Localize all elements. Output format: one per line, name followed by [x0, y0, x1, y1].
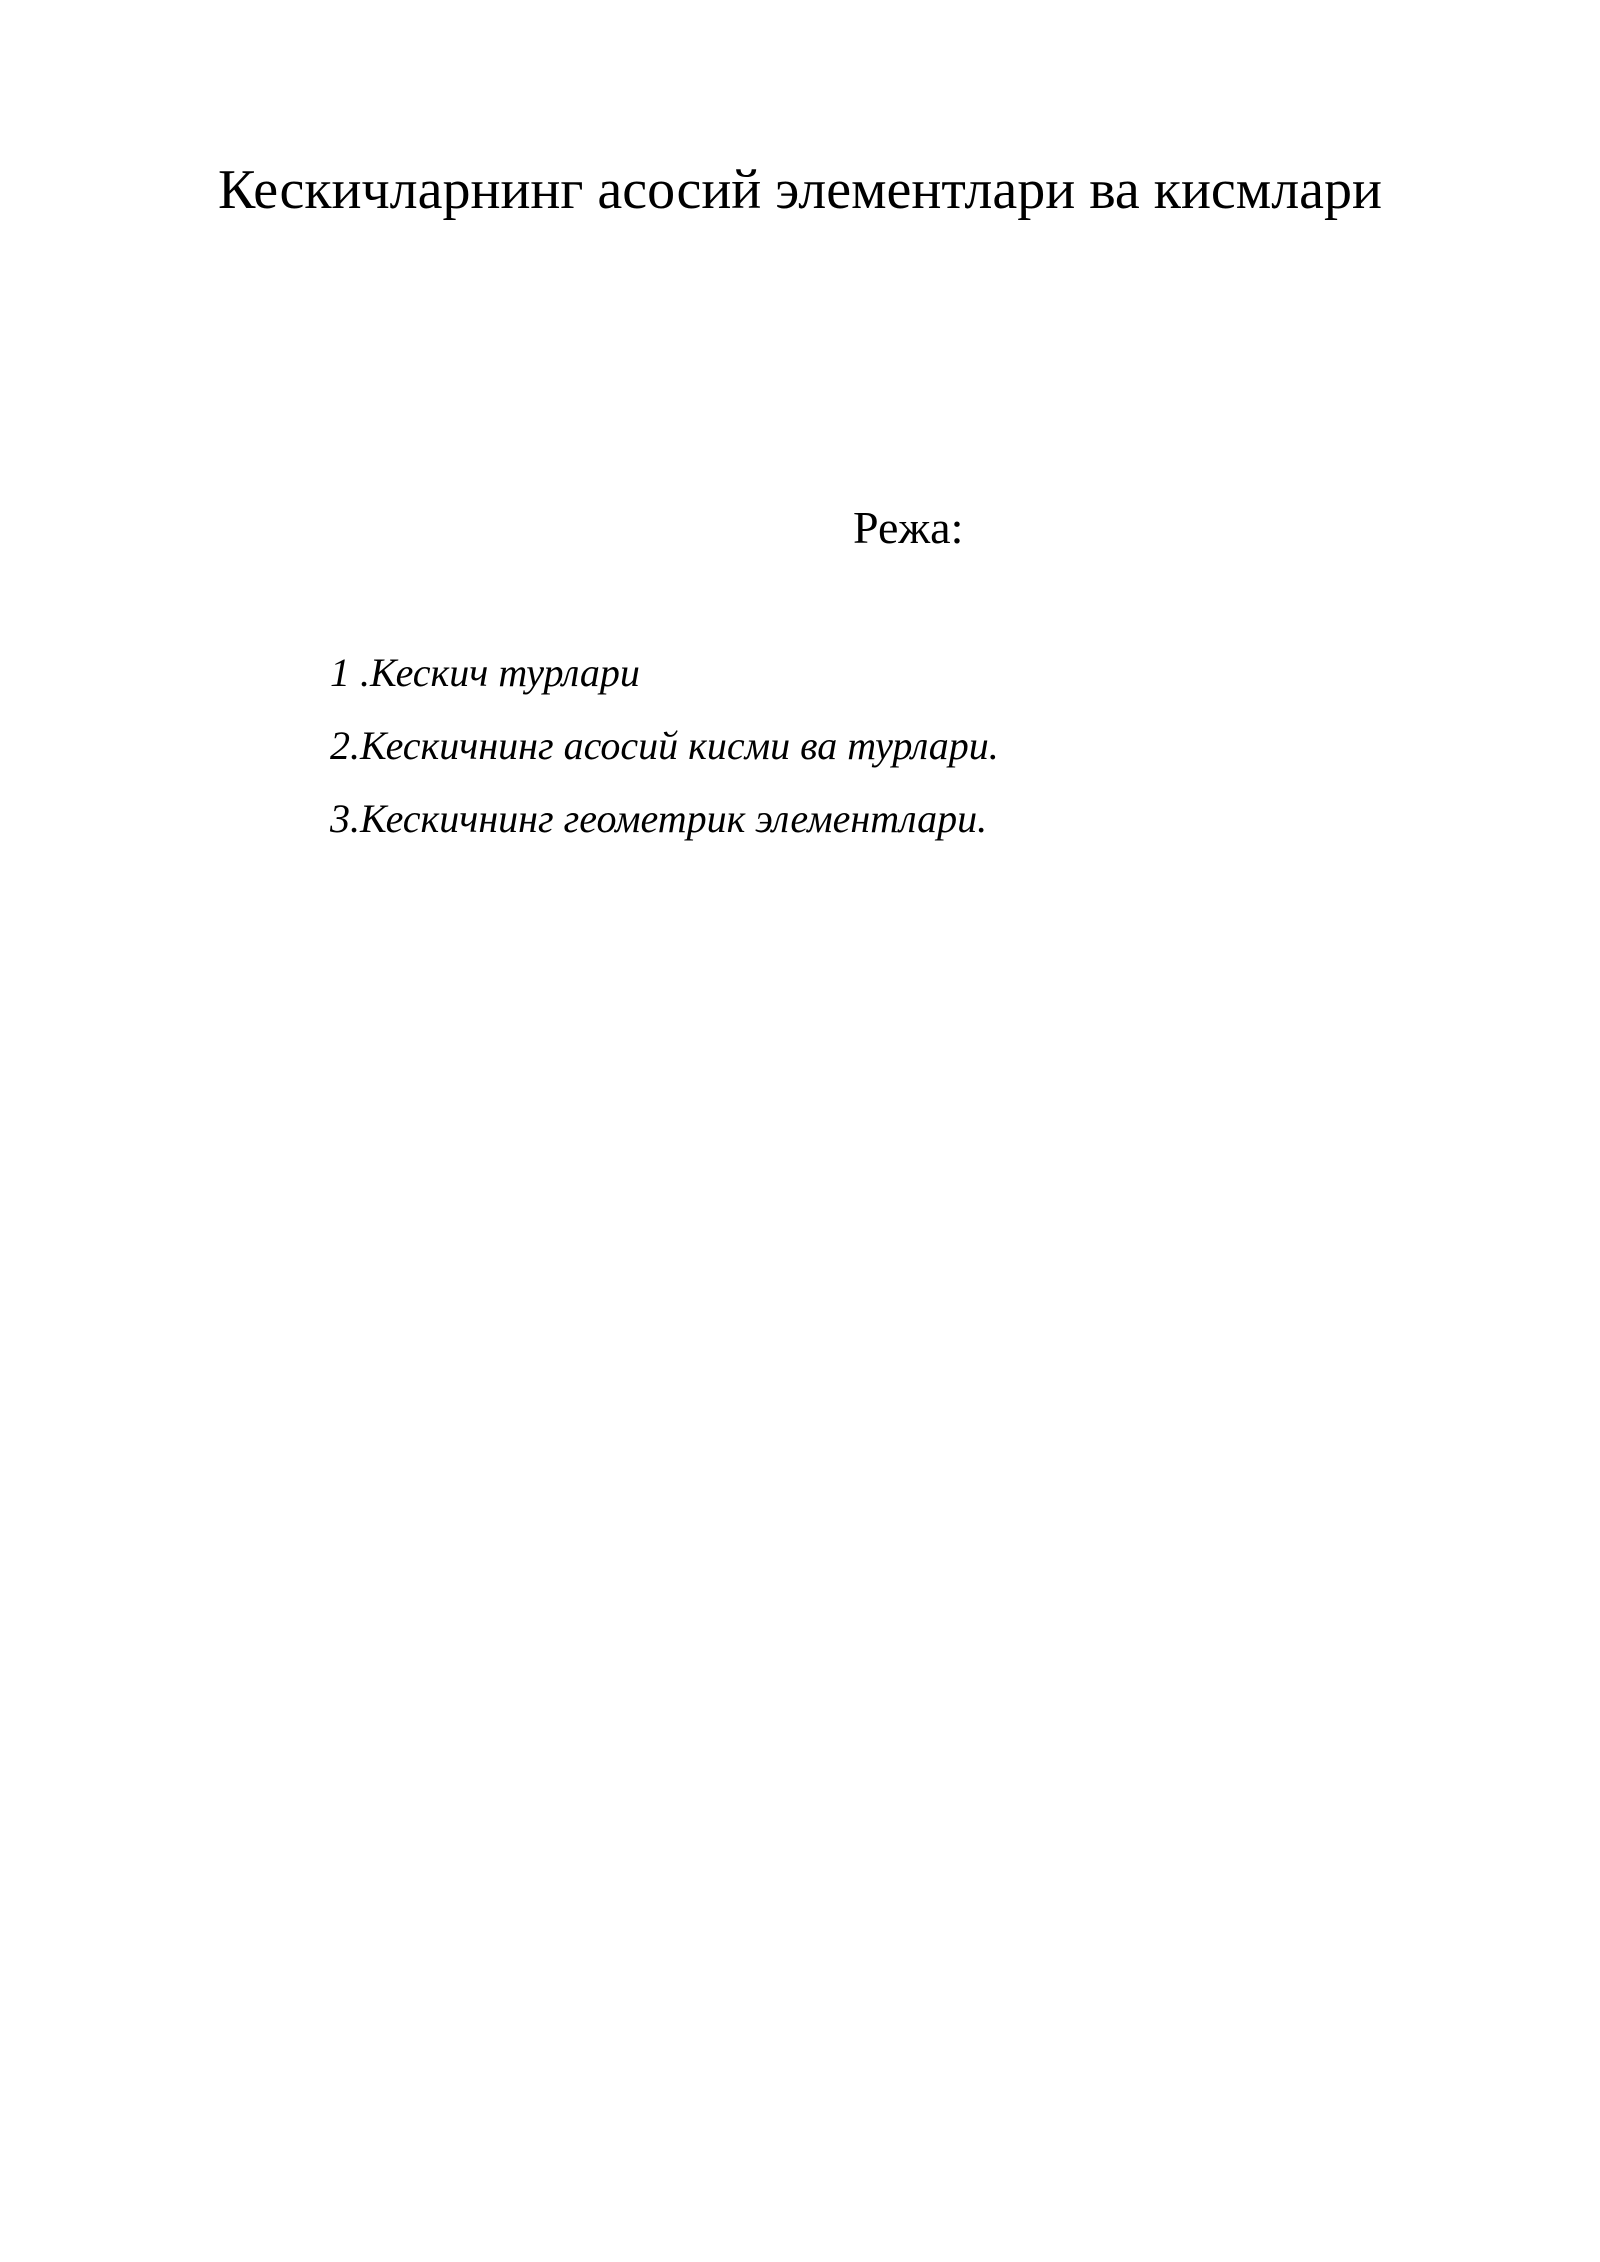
plan-heading: Режа: [853, 502, 964, 553]
plan-list [330, 636, 999, 855]
plan-item-1: 1 .Кескич турлари [330, 650, 640, 695]
plan-item-2: 2.Кескичнинг асосий кисми ва турлари. [330, 723, 999, 768]
page-title: Кескичларнинг асосий элементлари ва кисмлари [218, 159, 1382, 221]
plan-item-3: 3.Кескичнинг геометрик элементлари. [330, 796, 988, 841]
